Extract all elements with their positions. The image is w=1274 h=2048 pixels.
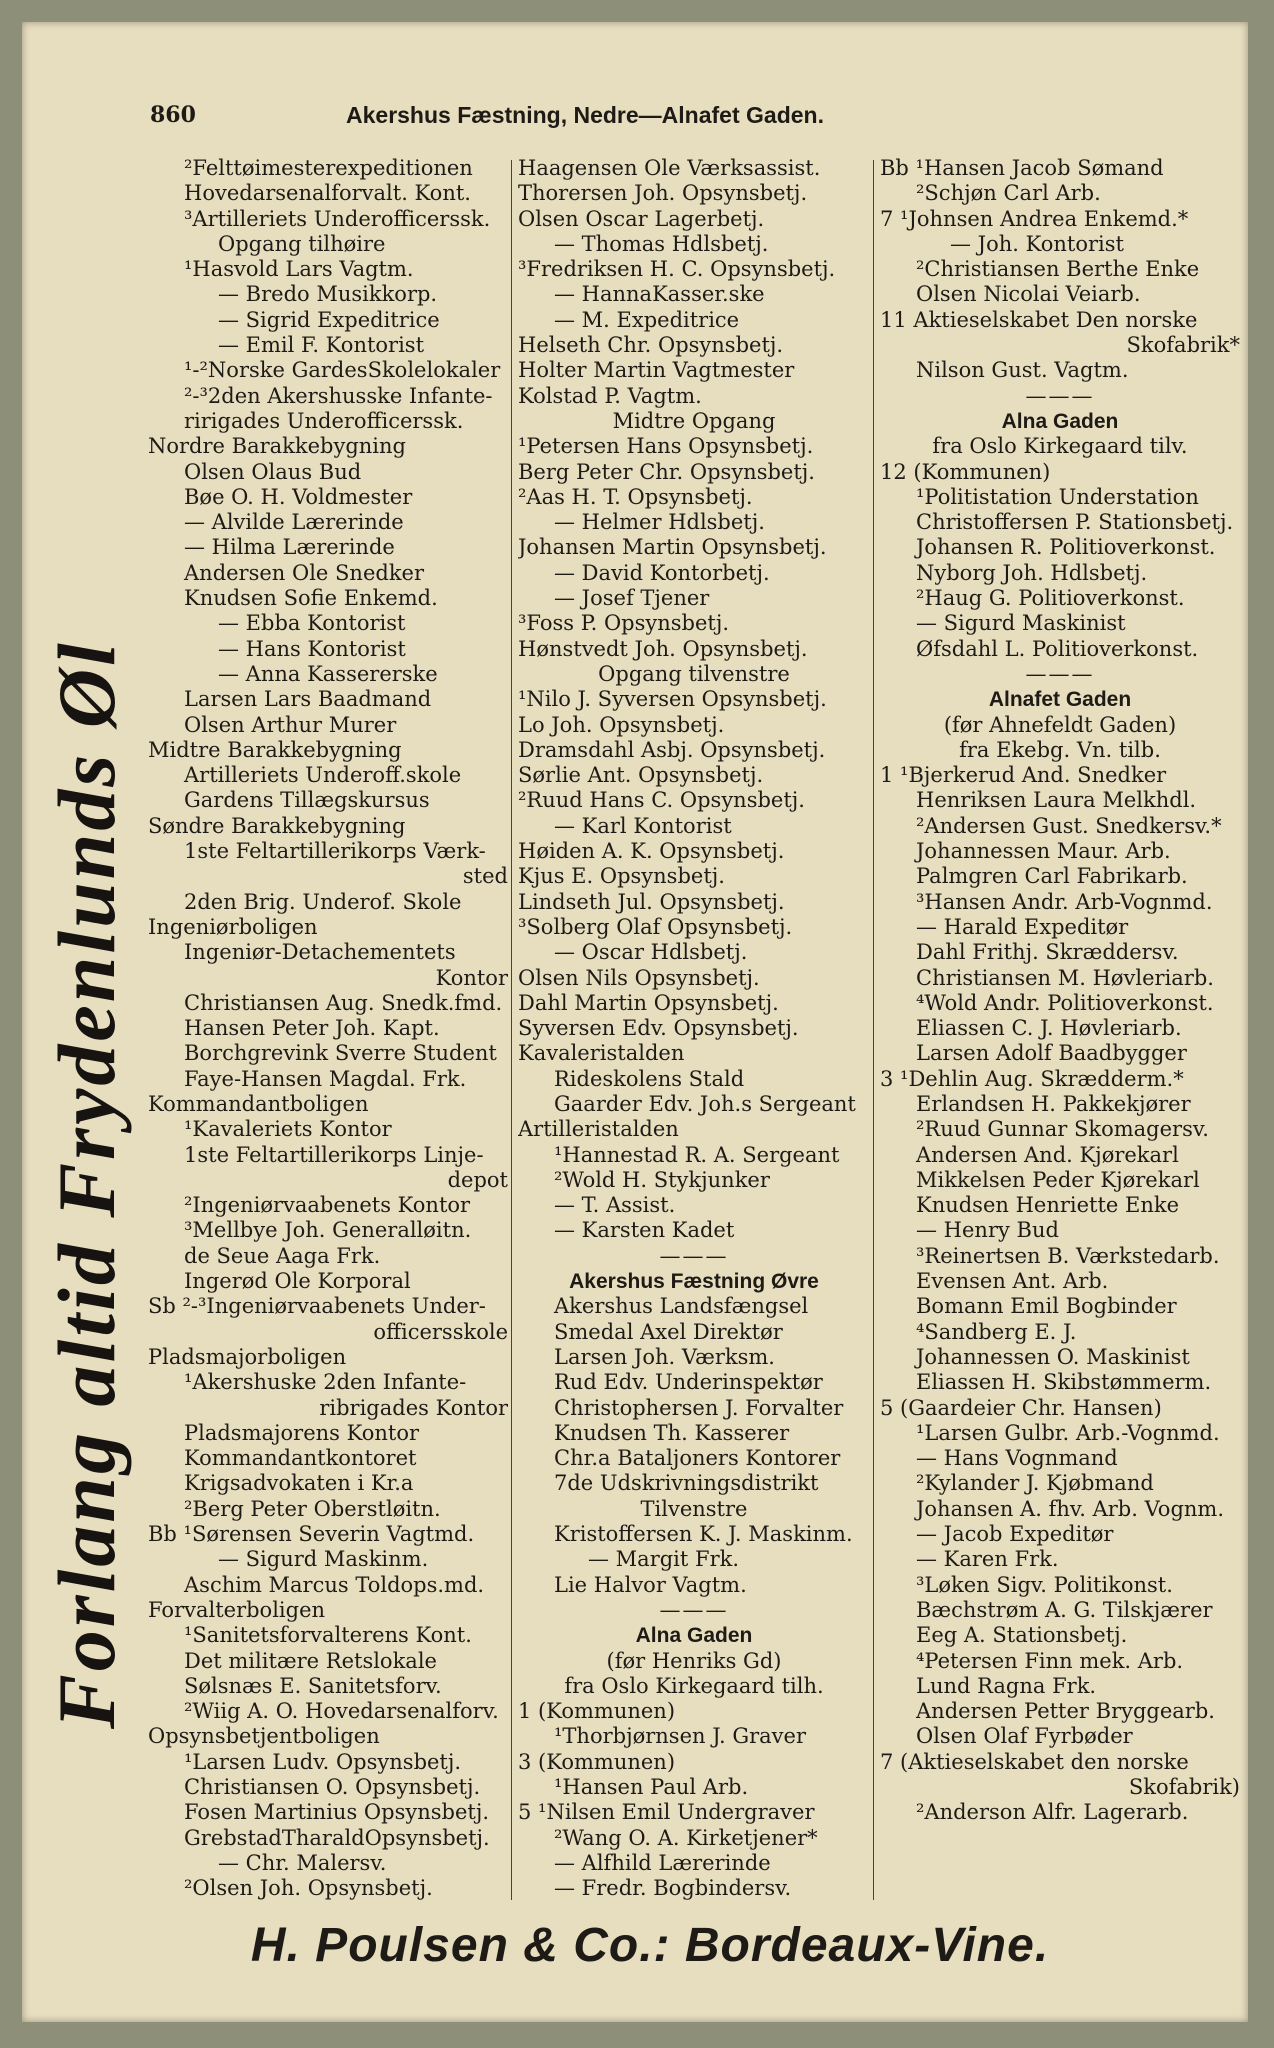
directory-entry: — Ebba Kontorist xyxy=(218,611,406,636)
directory-entry: Hovedarsenalforvalt. Kont. xyxy=(184,181,471,206)
directory-entry: Knudsen Th. Kasserer xyxy=(554,1420,790,1445)
directory-entry: 1ste Feltartillerikorps Linje- xyxy=(184,1142,484,1167)
directory-entry: — Anna Kassererske xyxy=(218,661,438,686)
directory-entry: Kavaleristalden xyxy=(518,1041,685,1066)
directory-entry: de Seue Aaga Frk. xyxy=(184,1243,381,1268)
directory-entry: sted xyxy=(462,864,508,889)
directory-entry: — Jacob Expeditør xyxy=(916,1522,1114,1547)
directory-entry: 1 (Kommunen) xyxy=(518,1699,676,1724)
directory-entry: Ingeniør-Detachementets xyxy=(184,940,456,965)
directory-entry: ³Artilleriets Underofficerssk. xyxy=(184,206,491,231)
directory-entry: ³Fredriksen H. C. Opsynsbetj. xyxy=(518,257,836,282)
directory-entry: Andersen Ole Snedker xyxy=(184,560,425,585)
directory-entry: fra Oslo Kirkegaard tilv. xyxy=(932,434,1188,459)
directory-entry: Andersen And. Kjørekarl xyxy=(916,1142,1179,1167)
directory-entry: ²Ruud Gunnar Skomagersv. xyxy=(916,1117,1209,1142)
directory-entry: ²Schjøn Carl Arb. xyxy=(916,181,1101,206)
directory-entry: Gardens Tillægskursus xyxy=(184,788,430,813)
directory-entry: Lindseth Jul. Opsynsbetj. xyxy=(518,889,785,914)
directory-entry: Lie Halvor Vagtm. xyxy=(554,1572,747,1597)
directory-entry: Christiansen M. Høvleriarb. xyxy=(916,965,1214,990)
directory-entry: Johansen Martin Opsynsbetj. xyxy=(518,535,827,560)
directory-entry: ²Anderson Alfr. Lagerarb. xyxy=(916,1800,1189,1825)
directory-entry: — Thomas Hdlsbetj. xyxy=(554,231,769,256)
directory-entry: Faye-Hansen Magdal. Frk. xyxy=(184,1066,467,1091)
directory-entry: Bb ¹Sørensen Severin Vagtmd. xyxy=(148,1522,475,1547)
directory-entry: — Oscar Hdlsbetj. xyxy=(554,940,748,965)
directory-entry: Kontor xyxy=(435,965,508,990)
directory-entry: ¹Hannestad R. A. Sergeant xyxy=(554,1142,840,1167)
directory-entry: — M. Expeditrice xyxy=(554,307,740,332)
directory-entry: ¹Thorbjørnsen J. Graver xyxy=(554,1724,806,1749)
directory-entry: ¹Petersen Hans Opsynsbetj. xyxy=(518,434,814,459)
directory-entry: Rideskolens Stald xyxy=(554,1066,745,1091)
directory-entry: Berg Peter Chr. Opsynsbetj. xyxy=(518,459,815,484)
directory-entry: Larsen Lars Baadmand xyxy=(184,687,432,712)
directory-entry: — Fredr. Bogbindersv. xyxy=(554,1876,792,1901)
directory-entry: — Bredo Musikkorp. xyxy=(218,282,438,307)
directory-column-2 xyxy=(518,156,870,1901)
directory-entry: ³Foss P. Opsynsbetj. xyxy=(518,611,730,636)
directory-entry: Christiansen O. Opsynsbetj. xyxy=(184,1775,481,1799)
directory-entry: Ingeniørboligen xyxy=(148,914,318,939)
directory-entry: ²Olsen Joh. Opsynsbetj. xyxy=(184,1876,433,1901)
directory-entry: Pladsmajorens Kontor xyxy=(184,1420,420,1445)
directory-entry: Nilson Gust. Vagtm. xyxy=(916,358,1129,383)
directory-entry: ¹Hasvold Lars Vagtm. xyxy=(184,257,414,282)
directory-entry: Olsen Olaus Bud xyxy=(184,459,362,484)
directory-entry: Kjus E. Opsynsbetj. xyxy=(518,864,725,889)
directory-entry: ¹-²Norske GardesSkolelokaler xyxy=(184,358,501,383)
directory-entry: ¹Kavaleriets Kontor xyxy=(184,1117,392,1142)
directory-entry: Gaarder Edv. Joh.s Sergeant xyxy=(554,1091,856,1116)
directory-entry: ⁴Sandberg E. J. xyxy=(916,1319,1077,1344)
directory-entry: Christophersen J. Forvalter xyxy=(554,1395,844,1420)
directory-entry: Midtre Opgang xyxy=(612,408,776,433)
directory-entry: 1 ¹Bjerkerud And. Snedker xyxy=(880,763,1167,788)
directory-entry: ¹Sanitetsforvalterens Kont. xyxy=(184,1623,472,1648)
directory-entry: Johannessen Maur. Arb. xyxy=(916,839,1171,864)
directory-entry: Hansen Peter Joh. Kapt. xyxy=(184,1016,440,1041)
directory-entry: ²Felttøimesterexpeditionen xyxy=(184,156,473,180)
directory-entry: ³Løken Sigv. Politikonst. xyxy=(916,1572,1173,1597)
directory-entry: ¹Larsen Ludv. Opsynsbetj. xyxy=(184,1749,462,1774)
directory-entry: Kommandantkontoret xyxy=(184,1446,417,1471)
directory-entry: ²-³2den Akershusske Infante- xyxy=(184,383,493,408)
directory-entry: 7de Udskrivningsdistrikt xyxy=(554,1471,819,1496)
directory-entry: — Karen Frk. xyxy=(916,1547,1059,1572)
directory-entry: Andersen Petter Bryggearb. xyxy=(916,1699,1215,1724)
directory-entry: Akershus Landsfængsel xyxy=(554,1294,809,1319)
directory-entry: Olsen Nils Opsynsbetj. xyxy=(518,965,760,990)
directory-entry: Larsen Adolf Baadbygger xyxy=(916,1041,1187,1066)
directory-entry: Ingerød Ole Korporal xyxy=(184,1269,411,1294)
directory-entry: Midtre Barakkebygning xyxy=(148,737,402,762)
directory-entry: Hønstvedt Joh. Opsynsbetj. xyxy=(518,636,808,661)
directory-entry: Erlandsen H. Pakkekjører xyxy=(916,1091,1191,1116)
directory-entry: Borchgrevink Sverre Student xyxy=(184,1041,497,1066)
directory-entry: ¹Larsen Gulbr. Arb.-Vognmd. xyxy=(916,1420,1220,1445)
directory-entry: (før Henriks Gd) xyxy=(606,1648,782,1673)
directory-entry: — Helmer Hdlsbetj. xyxy=(554,510,765,535)
directory-entry: officersskole xyxy=(373,1319,508,1344)
directory-entry: 7 ¹Johnsen Andrea Enkemd.* xyxy=(880,206,1189,231)
directory-entry: Syversen Edv. Opsynsbetj. xyxy=(518,1016,799,1041)
directory-entry: — Karl Kontorist xyxy=(554,813,732,838)
directory-entry: Mikkelsen Peder Kjørekarl xyxy=(916,1167,1200,1192)
directory-entry: ²Aas H. T. Opsynsbetj. xyxy=(518,484,753,509)
directory-entry: Kristoffersen K. J. Maskinm. xyxy=(554,1522,853,1547)
directory-entry: Det militære Retslokale xyxy=(184,1648,437,1673)
directory-entry: — T. Assist. xyxy=(554,1193,676,1218)
directory-entry: Nyborg Joh. Hdlsbetj. xyxy=(916,560,1148,585)
directory-entry: — Henry Bud xyxy=(916,1218,1059,1243)
directory-entry: ——— xyxy=(659,1243,729,1268)
directory-entry: 3 (Kommunen) xyxy=(518,1749,676,1774)
directory-entry: Smedal Axel Direktør xyxy=(554,1319,783,1344)
directory-entry: Aschim Marcus Toldops.md. xyxy=(184,1572,485,1597)
directory-entry: — Margit Frk. xyxy=(588,1547,740,1572)
directory-entry: Sølsnæs E. Sanitetsforv. xyxy=(184,1673,442,1698)
directory-entry: — Josef Tjener xyxy=(554,586,710,611)
directory-entry: Sb ²-³Ingeniørvaabenets Under- xyxy=(148,1294,486,1319)
directory-entry: Lo Joh. Opsynsbetj. xyxy=(518,712,725,737)
directory-entry: ⁴Petersen Finn mek. Arb. xyxy=(916,1648,1184,1673)
directory-entry: 5 (Gaardeier Chr. Hansen) xyxy=(880,1395,1162,1420)
directory-column-3 xyxy=(880,156,1240,1826)
directory-entry: — Karsten Kadet xyxy=(554,1218,735,1243)
directory-entry: — HannaKasser.ske xyxy=(554,282,765,307)
directory-entry: — Hans Kontorist xyxy=(218,636,406,661)
directory-entry: Dahl Frithj. Skræddersv. xyxy=(916,940,1179,965)
directory-entry: Knudsen Sofie Enkemd. xyxy=(184,586,438,611)
directory-entry: 7 (Aktieselskabet den norske xyxy=(880,1749,1189,1774)
directory-entry: Øfsdahl L. Politioverkonst. xyxy=(916,636,1199,661)
directory-entry: Kommandantboligen xyxy=(148,1091,369,1116)
running-head-title: Akershus Fæstning, Nedre—Alnafet Gaden. xyxy=(346,102,824,128)
directory-entry: ——— xyxy=(1025,383,1095,408)
directory-entry: Tilvenstre xyxy=(640,1496,748,1521)
directory-entry: fra Oslo Kirkegaard tilh. xyxy=(564,1673,824,1698)
directory-entry: Pladsmajorboligen xyxy=(148,1344,347,1369)
directory-entry: ²Christiansen Berthe Enke xyxy=(916,257,1200,282)
directory-entry: Nordre Barakkebygning xyxy=(148,434,406,459)
directory-entry: 5 ¹Nilsen Emil Undergraver xyxy=(518,1800,815,1825)
directory-entry: — Sigurd Maskinist xyxy=(916,611,1126,636)
directory-entry: Christoffersen P. Stationsbetj. xyxy=(916,510,1234,535)
directory-entry: Opgang tilvenstre xyxy=(598,661,790,686)
directory-entry: — Chr. Malersv. xyxy=(218,1850,387,1875)
directory-entry: Opgang tilhøire xyxy=(218,231,386,256)
directory-entry: ²Ingeniørvaabenets Kontor xyxy=(184,1193,471,1218)
footer-advertisement: H. Poulsen & Co.: Bordeaux-Vine. xyxy=(250,1919,1050,1972)
directory-entry: 11 Aktieselskabet Den norske xyxy=(880,307,1198,332)
directory-entry: ¹Politistation Understation xyxy=(916,484,1199,509)
directory-entry: Johansen R. Politioverkonst. xyxy=(916,535,1216,560)
directory-entry: ³Reinertsen B. Værkstedarb. xyxy=(916,1243,1220,1268)
column-divider xyxy=(873,160,874,1900)
directory-entry: Thorersen Joh. Opsynsbetj. xyxy=(518,181,808,206)
directory-entry: ¹Nilo J. Syversen Opsynsbetj. xyxy=(518,687,827,712)
directory-entry: Dahl Martin Opsynsbetj. xyxy=(518,990,779,1015)
directory-entry: fra Ekebg. Vn. tilb. xyxy=(959,737,1161,762)
directory-entry: (før Ahnefeldt Gaden) xyxy=(943,712,1177,737)
directory-entry: Dramsdahl Asbj. Opsynsbetj. xyxy=(518,737,826,762)
directory-entry: Olsen Olaf Fyrbøder xyxy=(916,1724,1133,1749)
directory-entry: ——— xyxy=(1025,661,1095,686)
directory-column-1 xyxy=(148,156,508,1901)
directory-entry: ³Solberg Olaf Opsynsbetj. xyxy=(518,914,793,939)
directory-entry: Helseth Chr. Opsynsbetj. xyxy=(518,333,784,358)
directory-entry: Rud Edv. Underinspektør xyxy=(554,1370,823,1395)
page-header xyxy=(150,102,940,140)
directory-entry: Johansen A. fhv. Arb. Vognm. xyxy=(916,1496,1225,1521)
directory-entry: — Sigurd Maskinm. xyxy=(218,1547,429,1572)
directory-entry: 3 ¹Dehlin Aug. Skrædderm.* xyxy=(880,1066,1184,1091)
directory-entry: — Alfhild Lærerinde xyxy=(554,1850,771,1875)
directory-entry: Akershus Fæstning Øvre xyxy=(569,1270,819,1294)
directory-entry: 1ste Feltartillerikorps Værk- xyxy=(184,839,486,864)
directory-entry: — David Kontorbetj. xyxy=(554,560,770,585)
directory-entry: ——— xyxy=(659,1597,729,1622)
directory-entry: — Harald Expeditør xyxy=(916,914,1129,939)
directory-entry: — Sigrid Expeditrice xyxy=(218,307,440,332)
directory-entry: Alna Gaden xyxy=(635,1624,753,1648)
directory-entry: Haagensen Ole Værksassist. xyxy=(518,156,821,180)
directory-entry: Eliassen C. J. Høvleriarb. xyxy=(916,1016,1182,1041)
directory-entry: Christiansen Aug. Snedk.fmd. xyxy=(184,990,503,1015)
directory-entry: Artilleriets Underoff.skole xyxy=(184,763,462,788)
directory-entry: Eeg A. Stationsbetj. xyxy=(916,1623,1128,1648)
side-advertisement: Forlang altid Frydenlunds Øl xyxy=(41,640,132,1730)
directory-entry: ³Hansen Andr. Arb-Vognmd. xyxy=(916,889,1213,914)
directory-entry: — Joh. Kontorist xyxy=(950,231,1124,256)
directory-entry: ²Kylander J. Kjøbmand xyxy=(916,1471,1154,1496)
directory-entry: ²Haug G. Politioverkonst. xyxy=(916,586,1185,611)
directory-entry: Olsen Oscar Lagerbetj. xyxy=(518,206,765,231)
directory-entry: Bøe O. H. Voldmester xyxy=(184,484,413,509)
page-number: 860 xyxy=(150,102,196,128)
directory-entry: — Hans Vognmand xyxy=(916,1446,1118,1471)
directory-entry: Opsynsbetjentboligen xyxy=(148,1724,380,1749)
directory-entry: Fosen Martinius Opsynsbetj. xyxy=(184,1800,490,1825)
directory-entry: ⁴Wold Andr. Politioverkonst. xyxy=(916,990,1214,1015)
directory-entry: Knudsen Henriette Enke xyxy=(916,1193,1180,1218)
directory-entry: ²Andersen Gust. Snedkersv.* xyxy=(916,813,1222,838)
directory-entry: ²Ruud Hans C. Opsynsbetj. xyxy=(518,788,805,813)
directory-entry: — Hilma Lærerinde xyxy=(184,535,395,560)
directory-entry: Bæchstrøm A. G. Tilskjærer xyxy=(916,1597,1213,1622)
directory-entry: Høiden A. K. Opsynsbetj. xyxy=(518,839,785,864)
directory-entry: Henriksen Laura Melkhdl. xyxy=(916,788,1197,813)
directory-entry: Krigsadvokaten i Kr.a xyxy=(184,1471,414,1496)
directory-entry: ²Wold H. Stykjunker xyxy=(554,1167,770,1192)
directory-entry: ²Wiig A. O. Hovedarsenalforv. xyxy=(184,1699,499,1724)
directory-entry: 12 (Kommunen) xyxy=(880,459,1051,484)
directory-entry: Olsen Arthur Murer xyxy=(184,712,397,737)
directory-entry: Sørlie Ant. Opsynsbetj. xyxy=(518,763,764,788)
directory-entry: Evensen Ant. Arb. xyxy=(916,1269,1109,1294)
directory-entry: Bomann Emil Bogbinder xyxy=(916,1294,1177,1319)
directory-entry: Lund Ragna Frk. xyxy=(916,1673,1097,1698)
column-divider xyxy=(511,160,512,1900)
directory-entry: Holter Martin Vagtmester xyxy=(518,358,795,383)
directory-entry: depot xyxy=(447,1167,508,1192)
directory-entry: — Emil F. Kontorist xyxy=(218,333,425,358)
directory-entry: ririgades Underofficerssk. xyxy=(184,408,464,433)
directory-entry: GrebstadTharaldOpsynsbetj. xyxy=(184,1825,490,1850)
directory-entry: ³Mellbye Joh. Generalløitn. xyxy=(184,1218,472,1243)
directory-entry: Palmgren Carl Fabrikarb. xyxy=(916,864,1188,889)
directory-entry: — Alvilde Lærerinde xyxy=(184,510,404,535)
directory-entry: Olsen Nicolai Veiarb. xyxy=(916,282,1141,307)
directory-entry: Johannessen O. Maskinist xyxy=(916,1344,1190,1369)
directory-entry: Skofabrik* xyxy=(1126,333,1240,358)
directory-entry: ¹Hansen Paul Arb. xyxy=(554,1775,749,1799)
directory-entry: 2den Brig. Underof. Skole xyxy=(184,889,462,914)
directory-entry: Eliassen H. Skibstømmerm. xyxy=(916,1370,1212,1395)
directory-entry: ¹Akershuske 2den Infante- xyxy=(184,1370,467,1395)
directory-entry: ²Wang O. A. Kirketjener* xyxy=(554,1825,818,1850)
directory-entry: Forvalterboligen xyxy=(148,1597,326,1622)
directory-entry: Artilleristalden xyxy=(518,1117,679,1142)
directory-entry: ribrigades Kontor xyxy=(319,1395,508,1420)
directory-entry: Larsen Joh. Værksm. xyxy=(554,1344,775,1369)
directory-entry: ²Berg Peter Oberstløitn. xyxy=(184,1496,441,1521)
directory-entry: Søndre Barakkebygning xyxy=(148,813,406,838)
directory-entry: Bb ¹Hansen Jacob Sømand xyxy=(880,156,1164,180)
directory-entry: Kolstad P. Vagtm. xyxy=(518,383,702,408)
directory-entry: Alna Gaden xyxy=(1001,409,1119,433)
directory-entry: Alnafet Gaden xyxy=(988,688,1132,712)
directory-entry: Chr.a Bataljoners Kontorer xyxy=(554,1446,841,1471)
directory-entry: Skofabrik) xyxy=(1128,1775,1240,1799)
